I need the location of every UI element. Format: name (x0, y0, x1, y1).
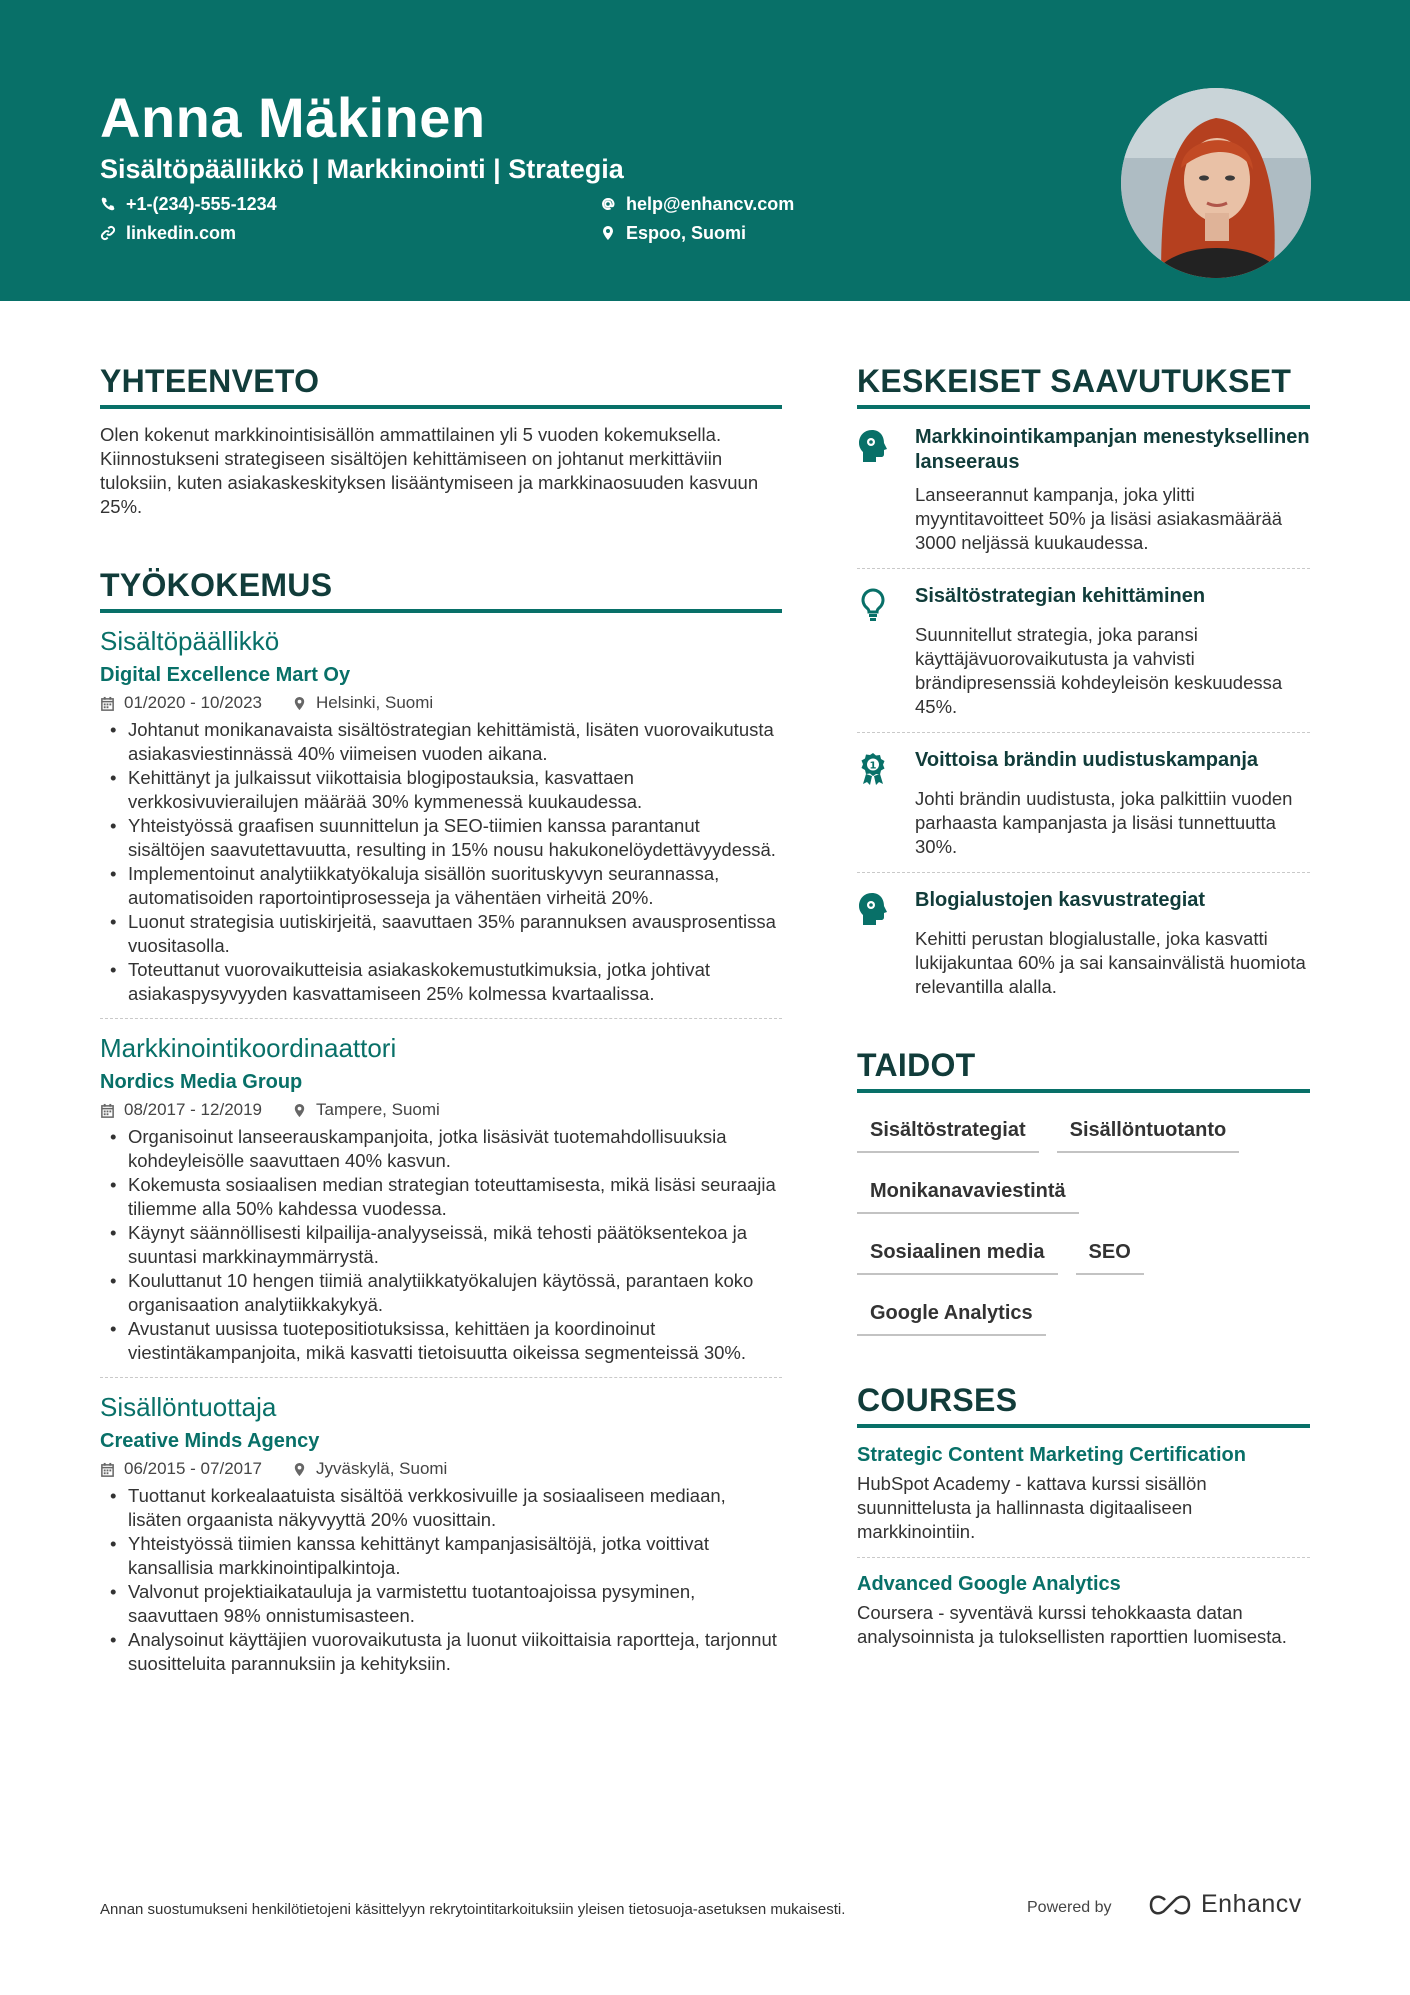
list-item: • Käynyt säännöllisesti kilpailija-analyyseissä, mikä tehosti päätöksentekoa ja suuntasi markkinaymmärrystä. (100, 1221, 782, 1269)
skill-tag: Sisällöntuotanto (1057, 1107, 1240, 1153)
list-item: • Avustanut uusissa tuotepositiotuksissa, kehittäen ja koordinoinut viestintäkampanjoita, mikä kasvatti tietoisuutta oikeissa segmenteissä 30%. (100, 1317, 782, 1365)
job-location (292, 1099, 440, 1121)
location-pin-icon (292, 696, 307, 711)
job-dates (100, 692, 262, 714)
list-item: • Valvonut projektiaikatauluja ja varmistettu tuotantoajoissa pysyminen, saavuttaen 98% onnistumisasteen. (100, 1580, 782, 1628)
job-dates-text: 01/2020 - 10/2023 (124, 693, 263, 712)
achievement-item (857, 888, 1310, 999)
job-entry (100, 625, 782, 1006)
job-bullets (100, 1125, 782, 1365)
divider (857, 872, 1310, 873)
skills-heading: TAIDOT (857, 1045, 1310, 1093)
job-location-text: Helsinki, Suomi (316, 693, 434, 712)
summary-text: Olen kokenut markkinointisisällön ammattilainen yli 5 vuoden kokemuksella. Kiinnostukseni strategiseen sisältöjen kehittämiseen on johtanut merkittäviin tuloksiin, kuten asiakaskeskityksen lisääntymiseen ja markkinaosuuden kasvuun 25%. (100, 424, 759, 517)
achievement-icon-wrap (857, 748, 893, 859)
job-entry (100, 1391, 782, 1676)
list-item: • Analysoinut käyttäjien vuorovaikutusta ja luonut viikoittaisia raportteja, tarjonnut suositteluita parannuksiin ja kehityksiin. (100, 1628, 782, 1676)
achievement-desc: Suunnitellut strategia, joka paransi käyttäjävuorovaikutusta ja vahvisti brändipresenssiä kohdeyleisön keskuudessa 45%. (915, 624, 1283, 717)
list-item: • Yhteistyössä graafisen suunnittelun ja SEO-tiimien kanssa parantanut sisältöjen saavutettavuutta, resulting in 15% nousu hakukonelöydettävyydessä. (100, 814, 782, 862)
achievement-icon-wrap (857, 425, 893, 555)
linkedin-text: linkedin.com (126, 223, 237, 243)
location-pin-icon (292, 1462, 307, 1477)
achievement-title: Sisältöstrategian kehittäminen (915, 585, 1206, 607)
skill-tag: Sosiaalinen media (857, 1229, 1058, 1275)
header-banner (0, 0, 1410, 301)
list-item: • Kehittänyt ja julkaissut viikottaisia blogipostauksia, kasvattaen verkkosivuvierailujen määrää 30% kymmenessä kuukaudessa. (100, 766, 782, 814)
job-title: Sisällöntuottaja (100, 1392, 277, 1422)
brand-logo[interactable] (1147, 1890, 1302, 1919)
job-company: Nordics Media Group (100, 1071, 303, 1093)
job-company: Digital Excellence Mart Oy (100, 664, 351, 686)
achievement-item (857, 425, 1310, 555)
divider (100, 1377, 782, 1378)
achievement-icon-wrap (857, 584, 893, 719)
course-desc: Coursera - syventävä kurssi tehokkaasta datan analysoinnista ja tuloksellisten raporttien luomisesta. (857, 1602, 1287, 1647)
email-text: help@enhancv.com (626, 194, 795, 214)
job-dates-text: 08/2017 - 12/2019 (124, 1100, 263, 1119)
list-item: • Kouluttanut 10 hengen tiimiä analytiikkatyökalujen käytössä, parantaen koko organisaation analytiikkakykyä. (100, 1269, 782, 1317)
job-title: Markkinointikoordinaattori (100, 1033, 397, 1063)
job-location-text: Jyväskylä, Suomi (316, 1459, 448, 1478)
contact-linkedin[interactable] (100, 221, 236, 245)
contact-email[interactable] (600, 192, 794, 216)
job-meta (100, 692, 782, 714)
skill-tag: Google Analytics (857, 1290, 1046, 1336)
achievement-desc: Johti brändin uudistusta, joka palkittiin vuoden parhaasta kampanjasta ja lisäsi tunnettuutta 30%. (915, 788, 1293, 857)
right-column (857, 361, 1310, 1649)
head-icon (857, 429, 889, 463)
brand-name: Enhancv (1201, 1890, 1302, 1918)
achievements-heading: KESKEISET SAAVUTUKSET (857, 361, 1310, 409)
location-pin-icon (292, 1103, 307, 1118)
phone-text: +1-(234)-555-1234 (126, 194, 277, 214)
divider (857, 732, 1310, 733)
achievement-desc: Kehitti perustan blogialustalle, joka kasvatti lukijakuntaa 60% ja sai kansainvälistä huomiota relevantilla alalla. (915, 928, 1306, 997)
courses-heading: COURSES (857, 1380, 1310, 1428)
job-location-text: Tampere, Suomi (316, 1100, 440, 1119)
list-item: • Organisoinut lanseerauskampanjoita, jotka lisäsivät tuotemahdollisuuksia kohdeyleisölle saavuttaen 40% kasvun. (100, 1125, 782, 1173)
job-meta (100, 1458, 782, 1480)
link-icon (100, 225, 116, 241)
candidate-title: Sisältöpäällikkö | Markkinointi | Strategia (100, 154, 624, 184)
course-item (857, 1442, 1310, 1544)
achievement-title: Voittoisa brändin uudistuskampanja (915, 749, 1259, 771)
job-dates-text: 06/2015 - 07/2017 (124, 1459, 263, 1478)
achievement-item (857, 584, 1310, 719)
contact-phone[interactable] (100, 192, 277, 216)
job-location (292, 692, 433, 714)
course-item (857, 1571, 1310, 1649)
achievement-desc: Lanseerannut kampanja, joka ylitti myyntitavoitteet 50% ja lisäsi asiakasmäärää 3000 neljässä kuukaudessa. (915, 484, 1283, 553)
list-item: • Implementoinut analytiikkatyökaluja sisällön suorituskyvyn seurannassa, automatisoiden raportointiprosesseja ja vähentäen virheitä 20%. (100, 862, 782, 910)
skills-list (857, 1107, 1310, 1336)
svg-text:1: 1 (869, 760, 877, 772)
consent-text: Annan suostumukseni henkilötietojeni käsittelyyn rekrytointitarkoituksiin yleisen tietosuoja-asetuksen mukaisesti. (100, 1901, 846, 1918)
lightbulb-icon (857, 588, 889, 622)
enhancv-logo-icon (1147, 1892, 1193, 1918)
course-title: Advanced Google Analytics (857, 1573, 1121, 1595)
summary-heading: YHTEENVETO (100, 361, 782, 409)
candidate-name: Anna Mäkinen (100, 86, 486, 149)
job-dates (100, 1458, 262, 1480)
at-icon (600, 196, 616, 212)
calendar-icon (100, 1462, 115, 1477)
achievement-title: Markkinointikampanjan menestyksellinen lanseeraus (915, 426, 1310, 473)
list-item: • Luonut strategisia uutiskirjeitä, saavuttaen 35% parannuksen avausprosentissa vuositasolla. (100, 910, 782, 958)
list-item: • Yhteistyössä tiimien kanssa kehittänyt kampanjasisältöjä, jotka voittivat kansallisia markkinointipalkintoja. (100, 1532, 782, 1580)
divider (857, 568, 1310, 569)
phone-icon (100, 196, 116, 212)
achievement-title: Blogialustojen kasvustrategiat (915, 889, 1206, 911)
award-icon (857, 752, 889, 786)
job-title: Sisältöpäällikkö (100, 626, 280, 656)
contact-location (600, 221, 746, 245)
profile-photo (1121, 88, 1311, 278)
calendar-icon (100, 696, 115, 711)
job-location (292, 1458, 447, 1480)
experience-heading: TYÖKOKEMUS (100, 565, 782, 613)
divider (100, 1018, 782, 1019)
list-item: • Kokemusta sosiaalisen median strategian toteuttamisesta, mikä lisäsi seuraajia tiliemme alla 50% kahdessa vuodessa. (100, 1173, 782, 1221)
powered-by-text: Powered by (1027, 1899, 1112, 1916)
location-text: Espoo, Suomi (626, 223, 747, 243)
skill-tag: SEO (1076, 1229, 1144, 1275)
job-bullets (100, 718, 782, 1006)
calendar-icon (100, 1103, 115, 1118)
job-company: Creative Minds Agency (100, 1430, 320, 1452)
left-column (100, 361, 782, 1676)
job-meta (100, 1099, 782, 1121)
job-bullets (100, 1484, 782, 1676)
skill-tag: Monikanavaviestintä (857, 1168, 1079, 1214)
head-icon (857, 892, 889, 926)
job-entry (100, 1032, 782, 1365)
achievement-item (857, 748, 1310, 859)
divider (857, 1557, 1310, 1558)
course-title: Strategic Content Marketing Certification (857, 1444, 1246, 1466)
achievement-icon-wrap (857, 888, 893, 999)
skill-tag: Sisältöstrategiat (857, 1107, 1039, 1153)
list-item: • Johtanut monikanavaista sisältöstrategian kehittämistä, lisäten vuorovaikutusta asiakasviestinnässä 40% viimeisen vuoden aikana. (100, 718, 782, 766)
location-pin-icon (600, 225, 616, 241)
course-desc: HubSpot Academy - kattava kurssi sisällön suunnittelusta ja hallinnasta digitaaliseen markkinointiin. (857, 1473, 1207, 1542)
list-item: • Toteuttanut vuorovaikutteisia asiakaskokemustutkimuksia, jotka johtivat asiakaspysyvyyden kasvattamiseen 25% kolmessa kvartaalissa. (100, 958, 782, 1006)
portrait-illustration (1121, 88, 1311, 278)
list-item: • Tuottanut korkealaatuista sisältöä verkkosivuille ja sosiaaliseen mediaan, lisäten orgaanista näkyvyyttä 20% vuosittain. (100, 1484, 782, 1532)
job-dates (100, 1099, 262, 1121)
